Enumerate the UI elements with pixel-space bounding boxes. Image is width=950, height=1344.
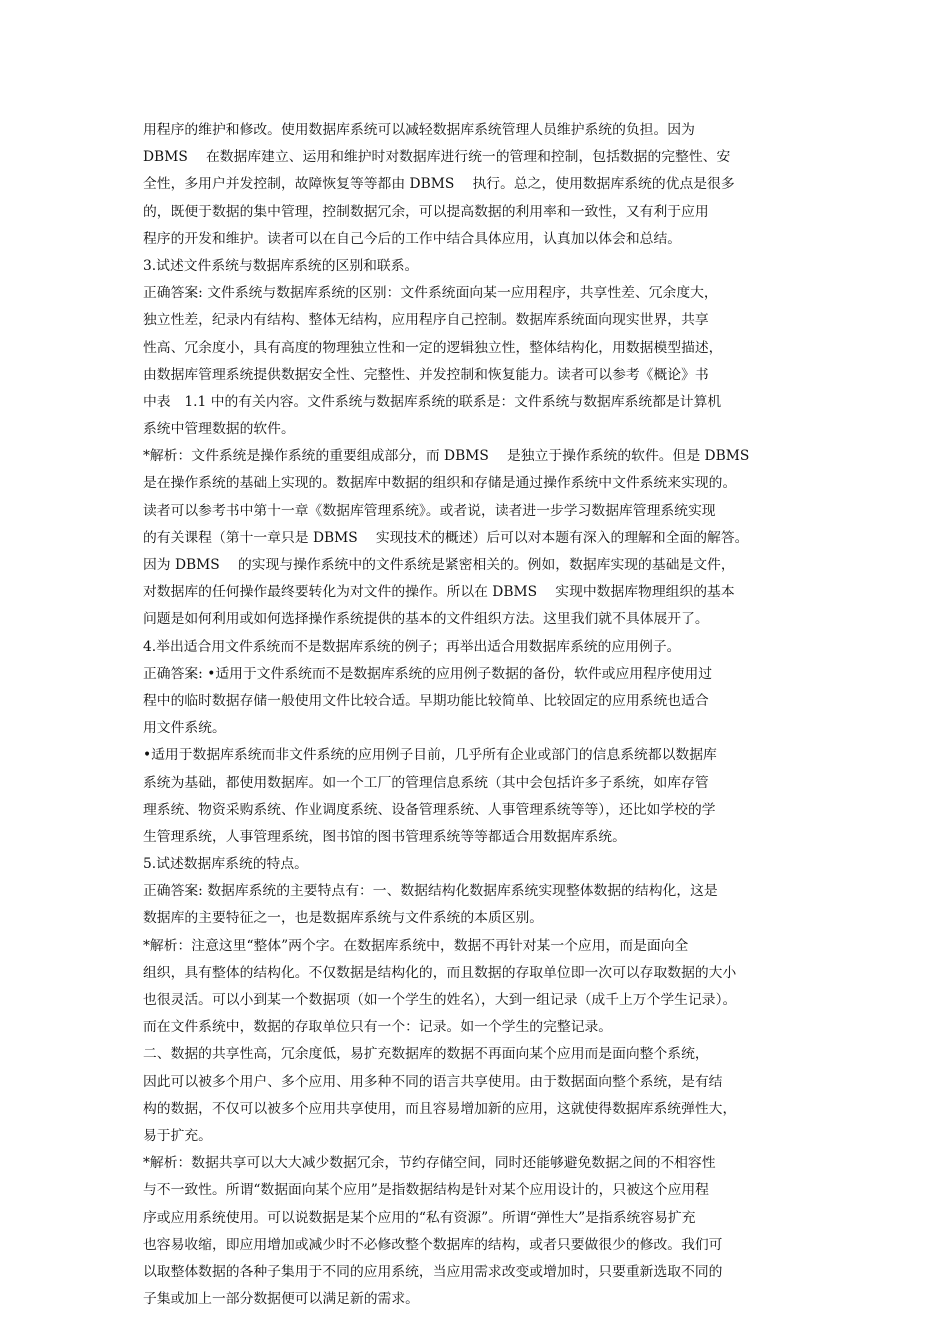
text-line: 也容易收缩，即应用增加或减少时不必修改整个数据库的结构，或者只要做很少的修改。我们可 [143,1236,723,1253]
text-line: 而在文件系统中，数据的存取单位只有一个：记录。如一个学生的完整记录。 [143,1019,613,1036]
text-line: 程序的开发和维护。读者可以在自己今后的工作中结合具体应用，认真加以体会和总结。 [143,230,682,247]
text-line: 序或应用系统使用。可以说数据是某个应用的“私有资源”。所谓“弹性大”是指系统容易扩充 [143,1209,696,1226]
text-line: 性高、冗余度小，具有高度的物理独立性和一定的逻辑独立性，整体结构化，用数据模型描述， [143,339,723,356]
text-line: •适用于数据库系统而非文件系统的应用例子目前，几乎所有企业或部门的信息系统都以数据库 [143,747,717,764]
text-line: 也很灵活。可以小到某一个数据项（如一个学生的姓名），大到一组记录（成千上万个学生记录）。 [143,992,737,1008]
text-line: 组织，具有整体的结构化。不仅数据是结构化的，而且数据的存取单位即一次可以存取数据的大小 [143,964,737,981]
text-line: 用文件系统。 [143,720,226,737]
text-line: 易于扩充。 [143,1127,212,1144]
text-line: 二、数据的共享性高，冗余度低，易扩充数据库的数据不再面向某个应用而是面向整个系统， [143,1046,709,1063]
text-line: 正确答案: 文件系统与数据库系统的区别：文件系统面向某一应用程序，共享性差、冗余度大， [143,285,718,302]
text-line: *解析：数据共享可以大大减少数据冗余，节约存储空间，同时还能够避免数据之间的不相容性 [143,1155,716,1172]
text-line: 的，既便于数据的集中管理，控制数据冗余，可以提高数据的利用率和一致性，又有利于应用 [143,203,709,220]
text-line: 4.举出适合用文件系统而不是数据库系统的例子；再举出适合用数据库系统的应用例子。 [143,638,681,655]
text-line: 正确答案: •适用于文件系统而不是数据库系统的应用例子数据的备份，软件或应用程序使用过 [143,665,713,682]
text-line: 5.试述数据库系统的特点。 [143,856,308,873]
text-line: 读者可以参考书中第十一章《数据库管理系统》。或者说，读者进一步学习数据库管理系统实现 [143,502,716,519]
text-line: 中表 1.1 中的有关内容。文件系统与数据库系统的联系是：文件系统与数据库系统都是计算机 [143,393,722,410]
text-line: 全性，多用户并发控制，故障恢复等等都由 DBMS 执行。总之，使用数据库系统的优点是很多 [143,176,735,193]
text-line: 对数据库的任何操作最终要转化为对文件的操作。所以在 DBMS 实现中数据库物理组织的基本 [143,584,735,601]
text-line: 理系统、物资采购系统、作业调度系统、设备管理系统、人事管理系统等等），还比如学校的学 [143,801,716,818]
text-line: *解析：注意这里“整体”两个字。在数据库系统中，数据不再针对某一个应用，而是面向全 [143,937,689,954]
text-line: 是在操作系统的基础上实现的。数据库中数据的组织和存储是通过操作系统中文件系统来实现的。 [143,475,737,492]
text-line: 生管理系统，人事管理系统，图书馆的图书管理系统等等都适合用数据库系统。 [143,828,626,845]
text-line: 问题是如何利用或如何选择操作系统提供的基本的文件组织方法。这里我们就不具体展开了。 [143,611,709,628]
text-line: 程中的临时数据存储一般使用文件比较合适。早期功能比较简单、比较固定的应用系统也适合 [143,692,709,709]
text-line: 系统中管理数据的软件。 [143,421,295,438]
text-line: 正确答案: 数据库系统的主要特点有：一、数据结构化数据库系统实现整体数据的结构化，这是 [143,883,718,900]
text-line: 以取整体数据的各种子集用于不同的应用系统，当应用需求改变或增加时，只要重新选取不同的 [143,1263,723,1280]
text-line: 用程序的维护和修改。使用数据库系统可以减轻数据库系统管理人员维护系统的负担。因为 [143,122,695,138]
text-line: 由数据库管理系统提供数据安全性、完整性、并发控制和恢复能力。读者可以参考《概论》书 [143,366,709,383]
text-line: 3.试述文件系统与数据库系统的区别和联系。 [143,257,419,274]
text-line: 独立性差，纪录内有结构、整体无结构，应用程序自己控制。数据库系统面向现实世界，共享 [143,312,709,329]
text-line: 系统为基础，都使用数据库。如一个工厂的管理信息系统（其中会包括许多子系统，如库存管 [143,774,709,791]
document-body [143,117,811,1313]
text-line: 子集或加上一部分数据便可以满足新的需求。 [143,1291,419,1308]
text-line: *解析：文件系统是操作系统的重要组成部分，而 DBMS 是独立于操作系统的软件。但是 DBMS [143,448,750,465]
text-line: 数据库的主要特征之一，也是数据库系统与文件系统的本质区别。 [143,910,544,927]
text-line: DBMS 在数据库建立、运用和维护时对数据库进行统一的管理和控制，包括数据的完整性、安 [143,149,731,166]
text-line: 与不一致性。所谓“数据面向某个应用”是指数据结构是针对某个应用设计的，只被这个应用程 [143,1182,709,1199]
text-line: 构的数据，不仅可以被多个应用共享使用，而且容易增加新的应用，这就使得数据库系统弹性大， [143,1100,737,1117]
text-line: 因为 DBMS 的实现与操作系统中的文件系统是紧密相关的。例如，数据库实现的基础是文件， [143,557,735,573]
text-line: 的有关课程（第十一章只是 DBMS 实现技术的概述）后可以对本题有深入的理解和全面的解答。 [143,529,749,546]
text-line: 因此可以被多个用户、多个应用、用多种不同的语言共享使用。由于数据面向整个系统，是有结 [143,1073,723,1090]
